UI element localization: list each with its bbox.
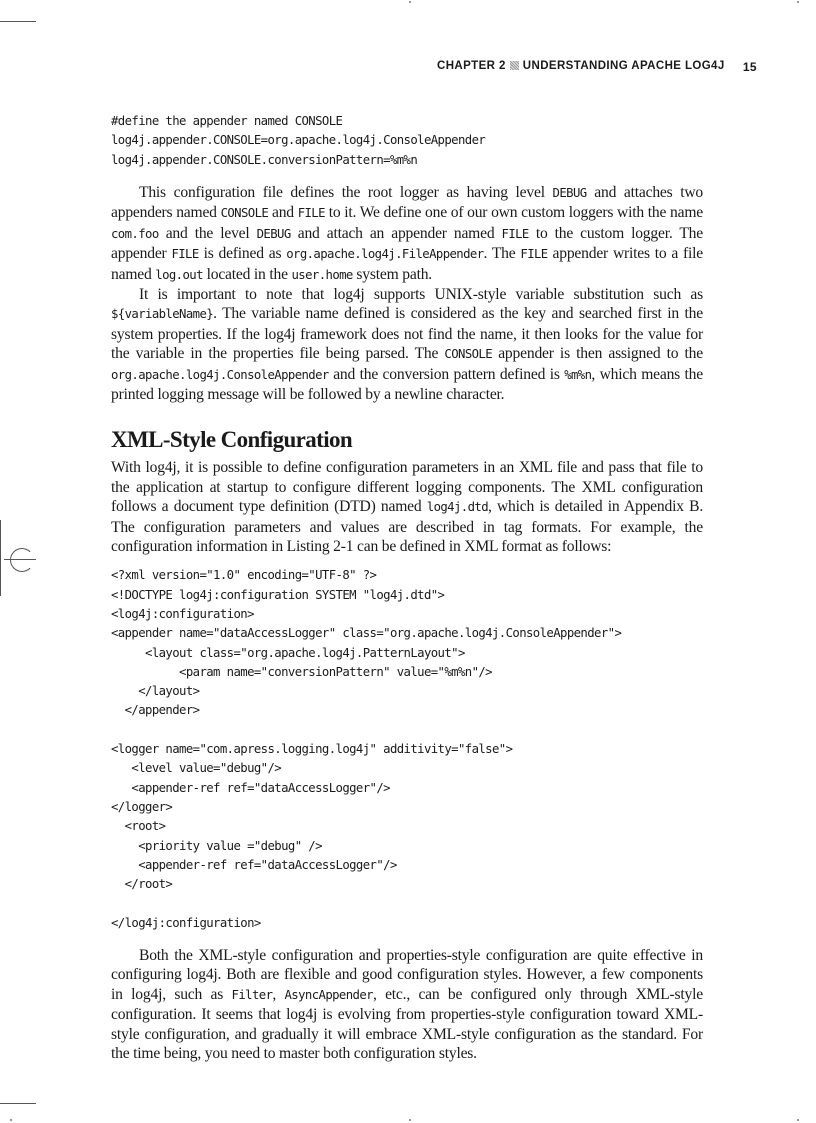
code-line: </log4j:configuration> xyxy=(111,915,261,930)
code-line: </appender> xyxy=(111,703,200,718)
crop-dot xyxy=(797,1,799,3)
crop-dot xyxy=(10,1119,12,1121)
crop-mark-bottom-left xyxy=(0,1103,36,1104)
paragraph-comparison: Both the XML-style configuration and properties-style configuration are quite effective in configuring log4j. Both are flexible and good configuration styles. However, a few components in log4j, such as Filter, AsyncAppender, etc., can be configured only through XML-style configuration. It seems that log4j is evolving from properties-style configuration toward XML-style configuration, and gradually it will embrace XML-style configuration as the standard. For the time being, you need to master both configuration styles. xyxy=(111,947,703,1063)
code-line: log4j.appender.CONSOLE=org.apache.log4j.ConsoleAppender xyxy=(111,133,486,148)
crop-dot xyxy=(409,1,411,3)
paragraph-variable-substitution: It is important to note that log4j supports UNIX-style variable substitution such as ${variableName}. The variable name defined is considered as the key and searched first in the system properties. If the log4j framework does not find the name, it then looks for the value for the variable in the properties file being parsed. The CONSOLE appender is then assigned to the org.apache.log4j.ConsoleAppender and the conversion pattern defined is %m%n, which means the printed logging message will be followed by a newline character. xyxy=(111,285,703,403)
paragraph-xml-intro: With log4j, it is possible to define configuration parameters in an XML file and pass that file to the application at startup to configure different logging components. The XML configuration follows a document type definition (DTD) named log4j.dtd, which is detailed in Appendix B. The configuration parameters and values are described in tag formats. For example, the configuration information in Listing 2-1 can be defined in XML format as follows: xyxy=(111,459,704,555)
code-block-xml xyxy=(111,566,703,933)
code-line: <appender name="dataAccessLogger" class="org.apache.log4j.ConsoleAppender"> xyxy=(111,626,622,641)
code-line: <level value="debug"/> xyxy=(111,761,282,776)
page-body xyxy=(111,112,703,1063)
page-number: 15 xyxy=(742,60,757,74)
code-line: <appender-ref ref="dataAccessLogger"/> xyxy=(111,857,397,872)
code-line: <log4j:configuration> xyxy=(111,606,254,621)
code-line: #define the appender named CONSOLE xyxy=(111,114,343,128)
chapter-title: UNDERSTANDING APACHE LOG4J xyxy=(522,60,725,72)
code-line: <layout class="org.apache.log4j.PatternLayout"> xyxy=(111,645,465,660)
code-block-properties xyxy=(111,112,703,170)
code-line: </logger> xyxy=(111,799,173,814)
code-line: <root> xyxy=(111,819,166,834)
separator-square-icon xyxy=(510,61,519,70)
code-line: <!DOCTYPE log4j:configuration SYSTEM "log4j.dtd"> xyxy=(111,587,445,602)
registration-mark-icon xyxy=(10,548,34,572)
code-line: <priority value ="debug" /> xyxy=(111,838,322,853)
code-line: <?xml version="1.0" encoding="UTF-8" ?> xyxy=(111,568,377,583)
crop-dot xyxy=(797,1119,799,1121)
section-heading: XML-Style Configuration xyxy=(111,427,353,453)
running-header xyxy=(437,60,757,72)
crop-mark-left-upper xyxy=(0,520,1,596)
chapter-label: CHAPTER 2 xyxy=(437,60,506,72)
code-line: </layout> xyxy=(111,684,200,699)
code-line: <param name="conversionPattern" value="%m%n"/> xyxy=(111,664,492,679)
code-line: log4j.appender.CONSOLE.conversionPattern=%m%n xyxy=(111,152,418,167)
crop-dot xyxy=(409,1119,411,1121)
code-line: <appender-ref ref="dataAccessLogger"/> xyxy=(111,780,390,795)
code-line: </root> xyxy=(111,877,173,892)
crop-mark-top-left xyxy=(0,21,36,22)
paragraph-config-explanation: This configuration file defines the root logger as having level DEBUG and attaches two appenders named CONSOLE and FILE to it. We define one of our own custom loggers with the name com.foo and the level DEBUG and attach an appender named FILE to the custom logger. The appender FILE is defined as org.apache.log4j.FileAppender. The FILE appender writes to a file named log.out located in the user.home system path. xyxy=(111,183,703,283)
code-line: <logger name="com.apress.logging.log4j" additivity="false"> xyxy=(111,742,513,757)
